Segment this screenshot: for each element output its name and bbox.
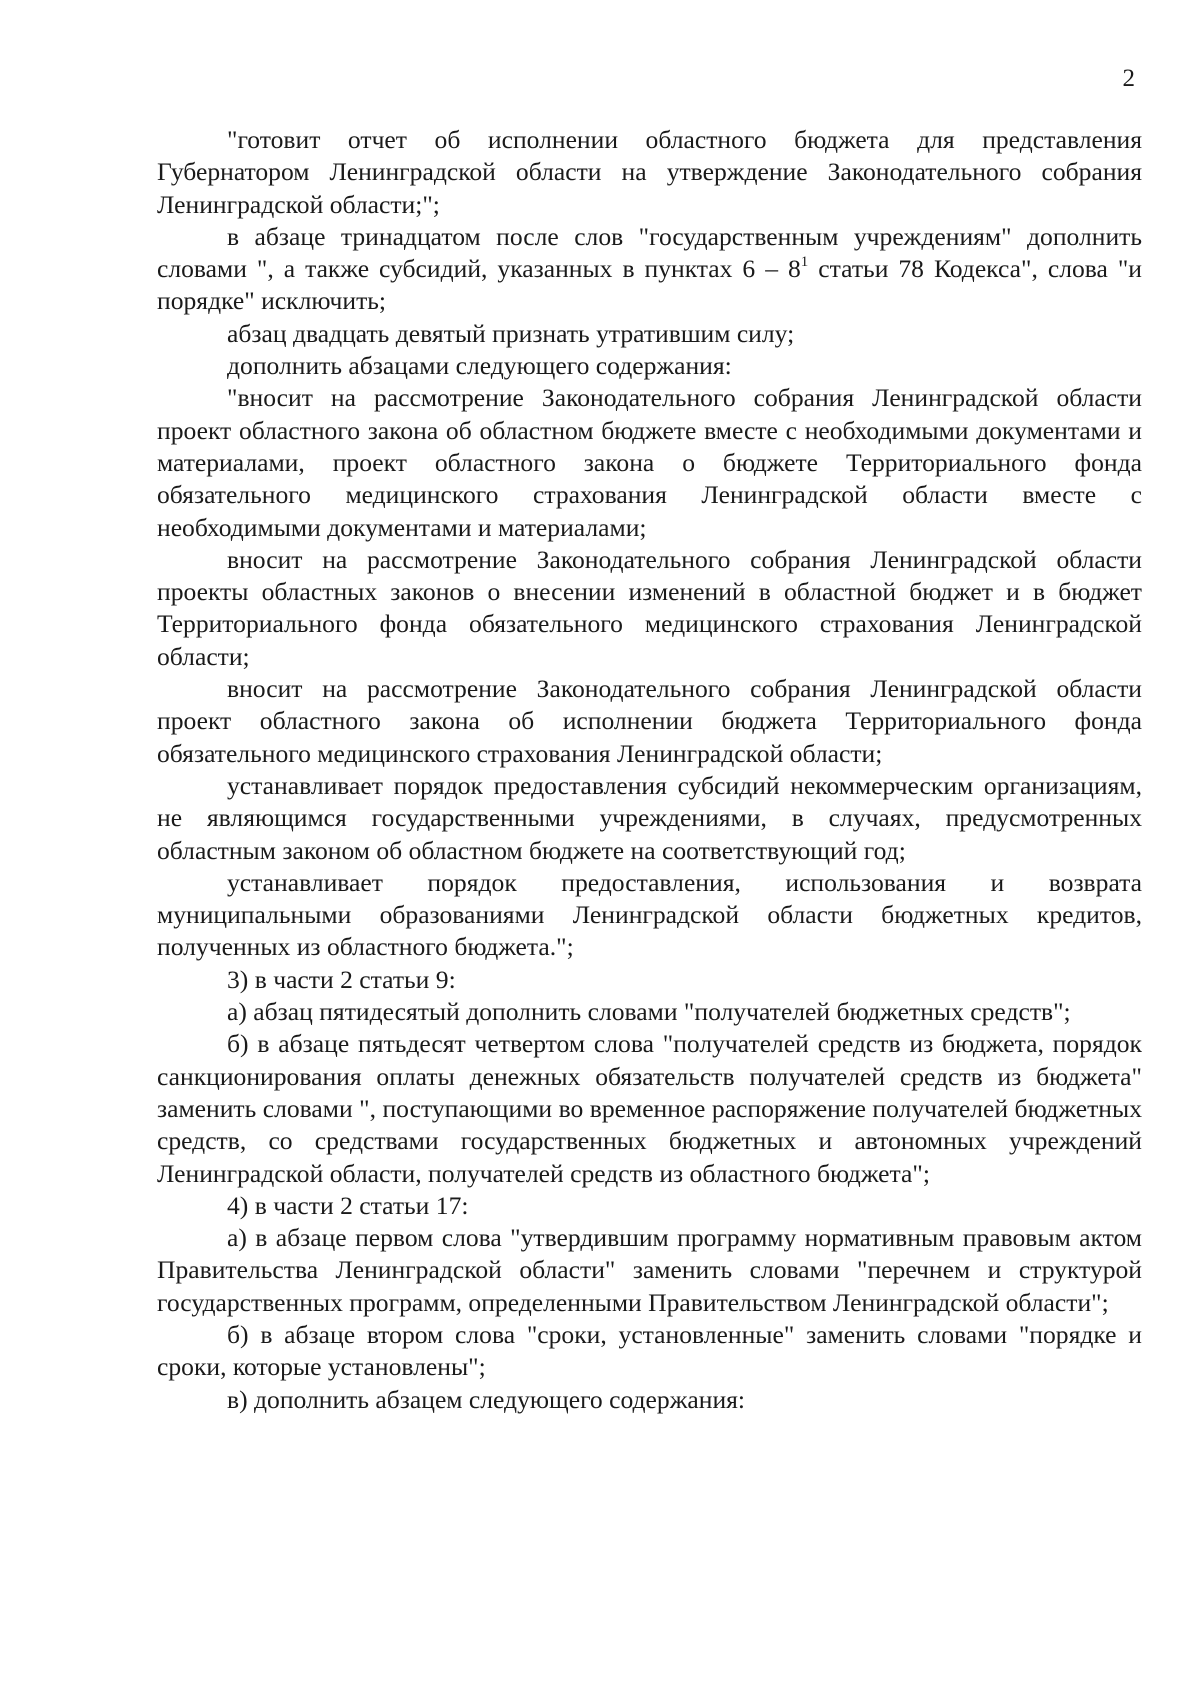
paragraph: вносит на рассмотрение Законодательного собрания Ленинградской области проекты областных законов о внесении изменений в областной бюджет и в бюджет Территориального фонда обязательного медицинского страхования Ленинградской области; — [157, 544, 1142, 671]
paragraph: 4) в части 2 статьи 17: — [227, 1190, 469, 1220]
superscript: 1 — [800, 253, 809, 270]
page-number: 2 — [1122, 65, 1135, 92]
paragraph: устанавливает порядок предоставления, использования и возврата муниципальными образованиями Ленинградской области бюджетных кредитов, полученных из областного бюджета."; — [157, 867, 1142, 962]
paragraph: абзац двадцать девятый признать утратившим силу; — [227, 318, 795, 348]
paragraph: б) в абзаце втором слова "сроки, установленные" заменить словами "порядке и сроки, которые установлены"; — [157, 1319, 1142, 1382]
paragraph: устанавливает порядок предоставления субсидий некоммерческим организациям, не являющимся государственными учреждениями, в случаях, предусмотренных областным законом об областном бюджете на соответствующий год; — [157, 770, 1142, 865]
paragraph: "вносит на рассмотрение Законодательного собрания Ленинградской области проект областного закона об областном бюджете вместе с необходимыми документами и материалами, проект областного закона о бюджете Территориального фонда обязательного медицинского страхования Ленинградской области вместе с необходимыми документами и материалами; — [157, 383, 1142, 542]
paragraph: 3) в части 2 статьи 9: — [227, 964, 456, 994]
paragraph-text: в абзаце тринадцатом после слов "государственным учреждениям" дополнить словами ", а также субсидий, указанных в пунктах 6 – 8 — [157, 221, 1142, 284]
paragraph: а) абзац пятидесятый дополнить словами "получателей бюджетных средств"; — [227, 997, 1071, 1027]
paragraph — [157, 221, 1142, 318]
paragraph: б) в абзаце пятьдесят четвертом слова "получателей средств из бюджета, порядок санкционирования оплаты денежных обязательств получателей средств из бюджета" заменить словами ", поступающими во временное распоряжение получателей бюджетных средств, со средствами государственных бюджетных и автономных учреждений Ленинградской области, получателей средств из областного бюджета"; — [157, 1029, 1142, 1188]
paragraph: в) дополнить абзацем следующего содержания: — [227, 1384, 746, 1414]
paragraph: вносит на рассмотрение Законодательного собрания Ленинградской области проект областного закона об исполнении бюджета Территориального фонда обязательного медицинского страхования Ленинградской области; — [157, 674, 1142, 768]
paragraph-text: статьи 78 Кодекса", слова "и порядке" исключить; — [157, 254, 1142, 316]
paragraph: а) в абзаце первом слова "утвердившим программу нормативным правовым актом Правительства Ленинградской области" заменить словами "перечнем и структурой государственных программ, определенными Правительством Ленинградской области"; — [157, 1223, 1142, 1317]
paragraph: дополнить абзацами следующего содержания: — [227, 351, 732, 381]
paragraph: "готовит отчет об исполнении областного бюджета для представления Губернатором Ленинградской области на утверждение Законодательного собрания Ленинградской области;"; — [157, 125, 1142, 219]
document-body — [157, 124, 1142, 1416]
